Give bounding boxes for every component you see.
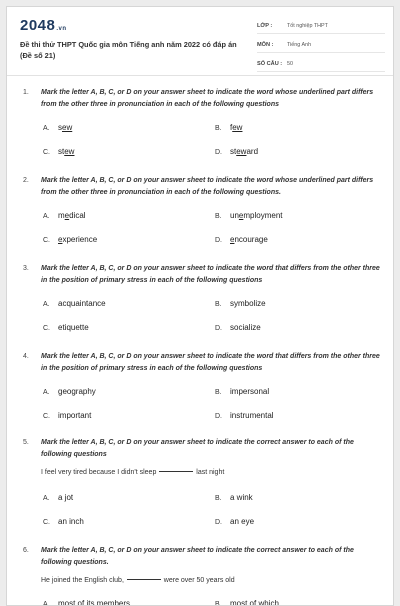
option-a[interactable] — [43, 599, 130, 606]
option-b[interactable] — [215, 493, 253, 502]
option-text: important — [58, 411, 92, 420]
option-letter: C. — [43, 413, 50, 420]
option-underlined: ew — [62, 123, 73, 132]
option-text: etiquette — [58, 323, 89, 332]
option-text: s — [58, 123, 62, 132]
option-a[interactable] — [43, 123, 72, 132]
site-logo[interactable] — [20, 17, 67, 34]
prompt-before: I feel very tired because I didn't sleep — [41, 469, 157, 476]
option-d[interactable] — [215, 323, 261, 332]
option-letter: C. — [43, 519, 50, 526]
option-text-end: dical — [69, 211, 86, 220]
option-letter: B. — [215, 601, 222, 606]
question-number: 5. — [23, 439, 29, 446]
question-text: Mark the letter A, B, C, or D on your answer sheet to indicate the word whose underlined part differs from the other three in pronunciation in each of the following questions. — [41, 177, 374, 196]
option-text: un — [230, 211, 239, 220]
option-c[interactable] — [43, 323, 89, 332]
option-text: st — [58, 147, 65, 156]
option-a[interactable] — [43, 299, 106, 308]
option-letter: D. — [215, 325, 222, 332]
option-text: f — [230, 123, 233, 132]
prompt-before: He joined the English club, — [41, 577, 124, 584]
exam-meta — [257, 19, 385, 76]
option-d[interactable] — [215, 147, 258, 156]
option-underlined: e — [238, 211, 244, 220]
prompt-after: last night — [196, 469, 225, 476]
option-letter: C. — [43, 325, 50, 332]
option-letter: C. — [43, 237, 50, 244]
option-letter: D. — [215, 519, 222, 526]
option-text: a jot — [58, 493, 74, 502]
option-d[interactable] — [215, 517, 254, 526]
logo-text: 2048 — [20, 17, 56, 34]
question-prompt — [41, 577, 235, 584]
option-letter: A. — [43, 125, 50, 132]
meta-label: LỚP : — [257, 23, 273, 29]
option-text-end: ncourage — [234, 235, 268, 244]
question-number: 4. — [23, 353, 29, 360]
meta-value: 50 — [287, 61, 293, 67]
option-letter: D. — [215, 237, 222, 244]
option-letter: A. — [43, 301, 50, 308]
option-text-end: mployment — [243, 211, 283, 220]
option-d[interactable] — [215, 235, 268, 244]
question-prompt — [41, 469, 224, 476]
question-number: 2. — [23, 177, 29, 184]
option-text: symbolize — [230, 299, 266, 308]
option-text-end: xperience — [62, 235, 98, 244]
question-text: Mark the letter A, B, C, or D on your answer sheet to indicate the correct answer to each of the following questions — [41, 439, 354, 458]
option-b[interactable] — [215, 211, 282, 220]
option-letter: B. — [215, 125, 222, 132]
prompt-after: were over 50 years old — [163, 577, 235, 584]
logo-suffix: .vn — [56, 26, 67, 32]
option-b[interactable] — [215, 123, 242, 132]
question-number: 3. — [23, 265, 29, 272]
option-letter: B. — [215, 495, 222, 502]
option-a[interactable] — [43, 211, 86, 220]
option-c[interactable] — [43, 411, 91, 420]
option-d[interactable] — [215, 411, 274, 420]
option-letter: B. — [215, 389, 222, 396]
option-b[interactable] — [215, 299, 266, 308]
option-text: st — [230, 147, 237, 156]
question-text: Mark the letter A, B, C, or D on your answer sheet to indicate the word that differs from the other three in the position of primary stress in each of the following questions — [41, 265, 380, 284]
option-letter: A. — [43, 213, 50, 220]
option-underlined: ew — [232, 123, 243, 132]
option-text: most of which — [230, 599, 279, 606]
option-text: a wink — [230, 493, 253, 502]
option-a[interactable] — [43, 387, 96, 396]
option-letter: B. — [215, 213, 222, 220]
option-b[interactable] — [215, 599, 279, 606]
option-letter: A. — [43, 389, 50, 396]
option-c[interactable] — [43, 517, 84, 526]
answer-blank — [159, 471, 193, 472]
option-letter: D. — [215, 413, 222, 420]
option-underlined: e — [230, 235, 235, 244]
option-underlined: ew — [64, 147, 75, 156]
option-letter: A. — [43, 495, 50, 502]
option-underlined: e — [64, 211, 70, 220]
meta-label: SỐ CÂU : — [257, 61, 283, 67]
question-text: Mark the letter A, B, C, or D on your answer sheet to indicate the word whose underlined part differs from the other three in pronunciation in each of the following questions — [41, 89, 374, 108]
option-text: instrumental — [230, 411, 274, 420]
option-underlined: ew — [236, 147, 247, 156]
option-text: m — [58, 211, 65, 220]
option-text: most of its members — [58, 599, 131, 606]
option-c[interactable] — [43, 235, 97, 244]
answer-blank — [127, 579, 161, 580]
option-a[interactable] — [43, 493, 73, 502]
option-letter: C. — [43, 149, 50, 156]
question-text: Mark the letter A, B, C, or D on your answer sheet to indicate the correct answer to each of the following questions. — [41, 547, 354, 566]
meta-row-count — [257, 57, 385, 72]
option-text-end: ard — [246, 147, 259, 156]
option-text: an eye — [230, 517, 255, 526]
option-text: geography — [58, 387, 96, 396]
meta-label: MÔN : — [257, 42, 274, 48]
option-text: socialize — [230, 323, 261, 332]
page-title: Đề thi thử THPT Quốc gia môn Tiếng anh năm 2022 có đáp án (Đề số 21) — [20, 40, 237, 60]
option-c[interactable] — [43, 147, 74, 156]
option-letter: B. — [215, 301, 222, 308]
question-text: Mark the letter A, B, C, or D on your answer sheet to indicate the word that differs from the other three in the position of primary stress in each of the following questions — [41, 353, 380, 372]
option-underlined: e — [58, 235, 63, 244]
exam-sheet — [6, 6, 394, 606]
option-text: acquaintance — [58, 299, 106, 308]
exam-header — [7, 7, 393, 76]
option-b[interactable] — [215, 387, 269, 396]
meta-row-subject — [257, 38, 385, 53]
question-number: 1. — [23, 89, 29, 96]
option-text: an inch — [58, 517, 84, 526]
meta-value: Tốt nghiệp THPT — [287, 23, 328, 29]
meta-row-class — [257, 19, 385, 34]
question-number: 6. — [23, 547, 29, 554]
option-text: impersonal — [230, 387, 270, 396]
meta-value: Tiếng Anh — [287, 42, 312, 48]
option-letter: A. — [43, 601, 50, 606]
option-letter: D. — [215, 149, 222, 156]
